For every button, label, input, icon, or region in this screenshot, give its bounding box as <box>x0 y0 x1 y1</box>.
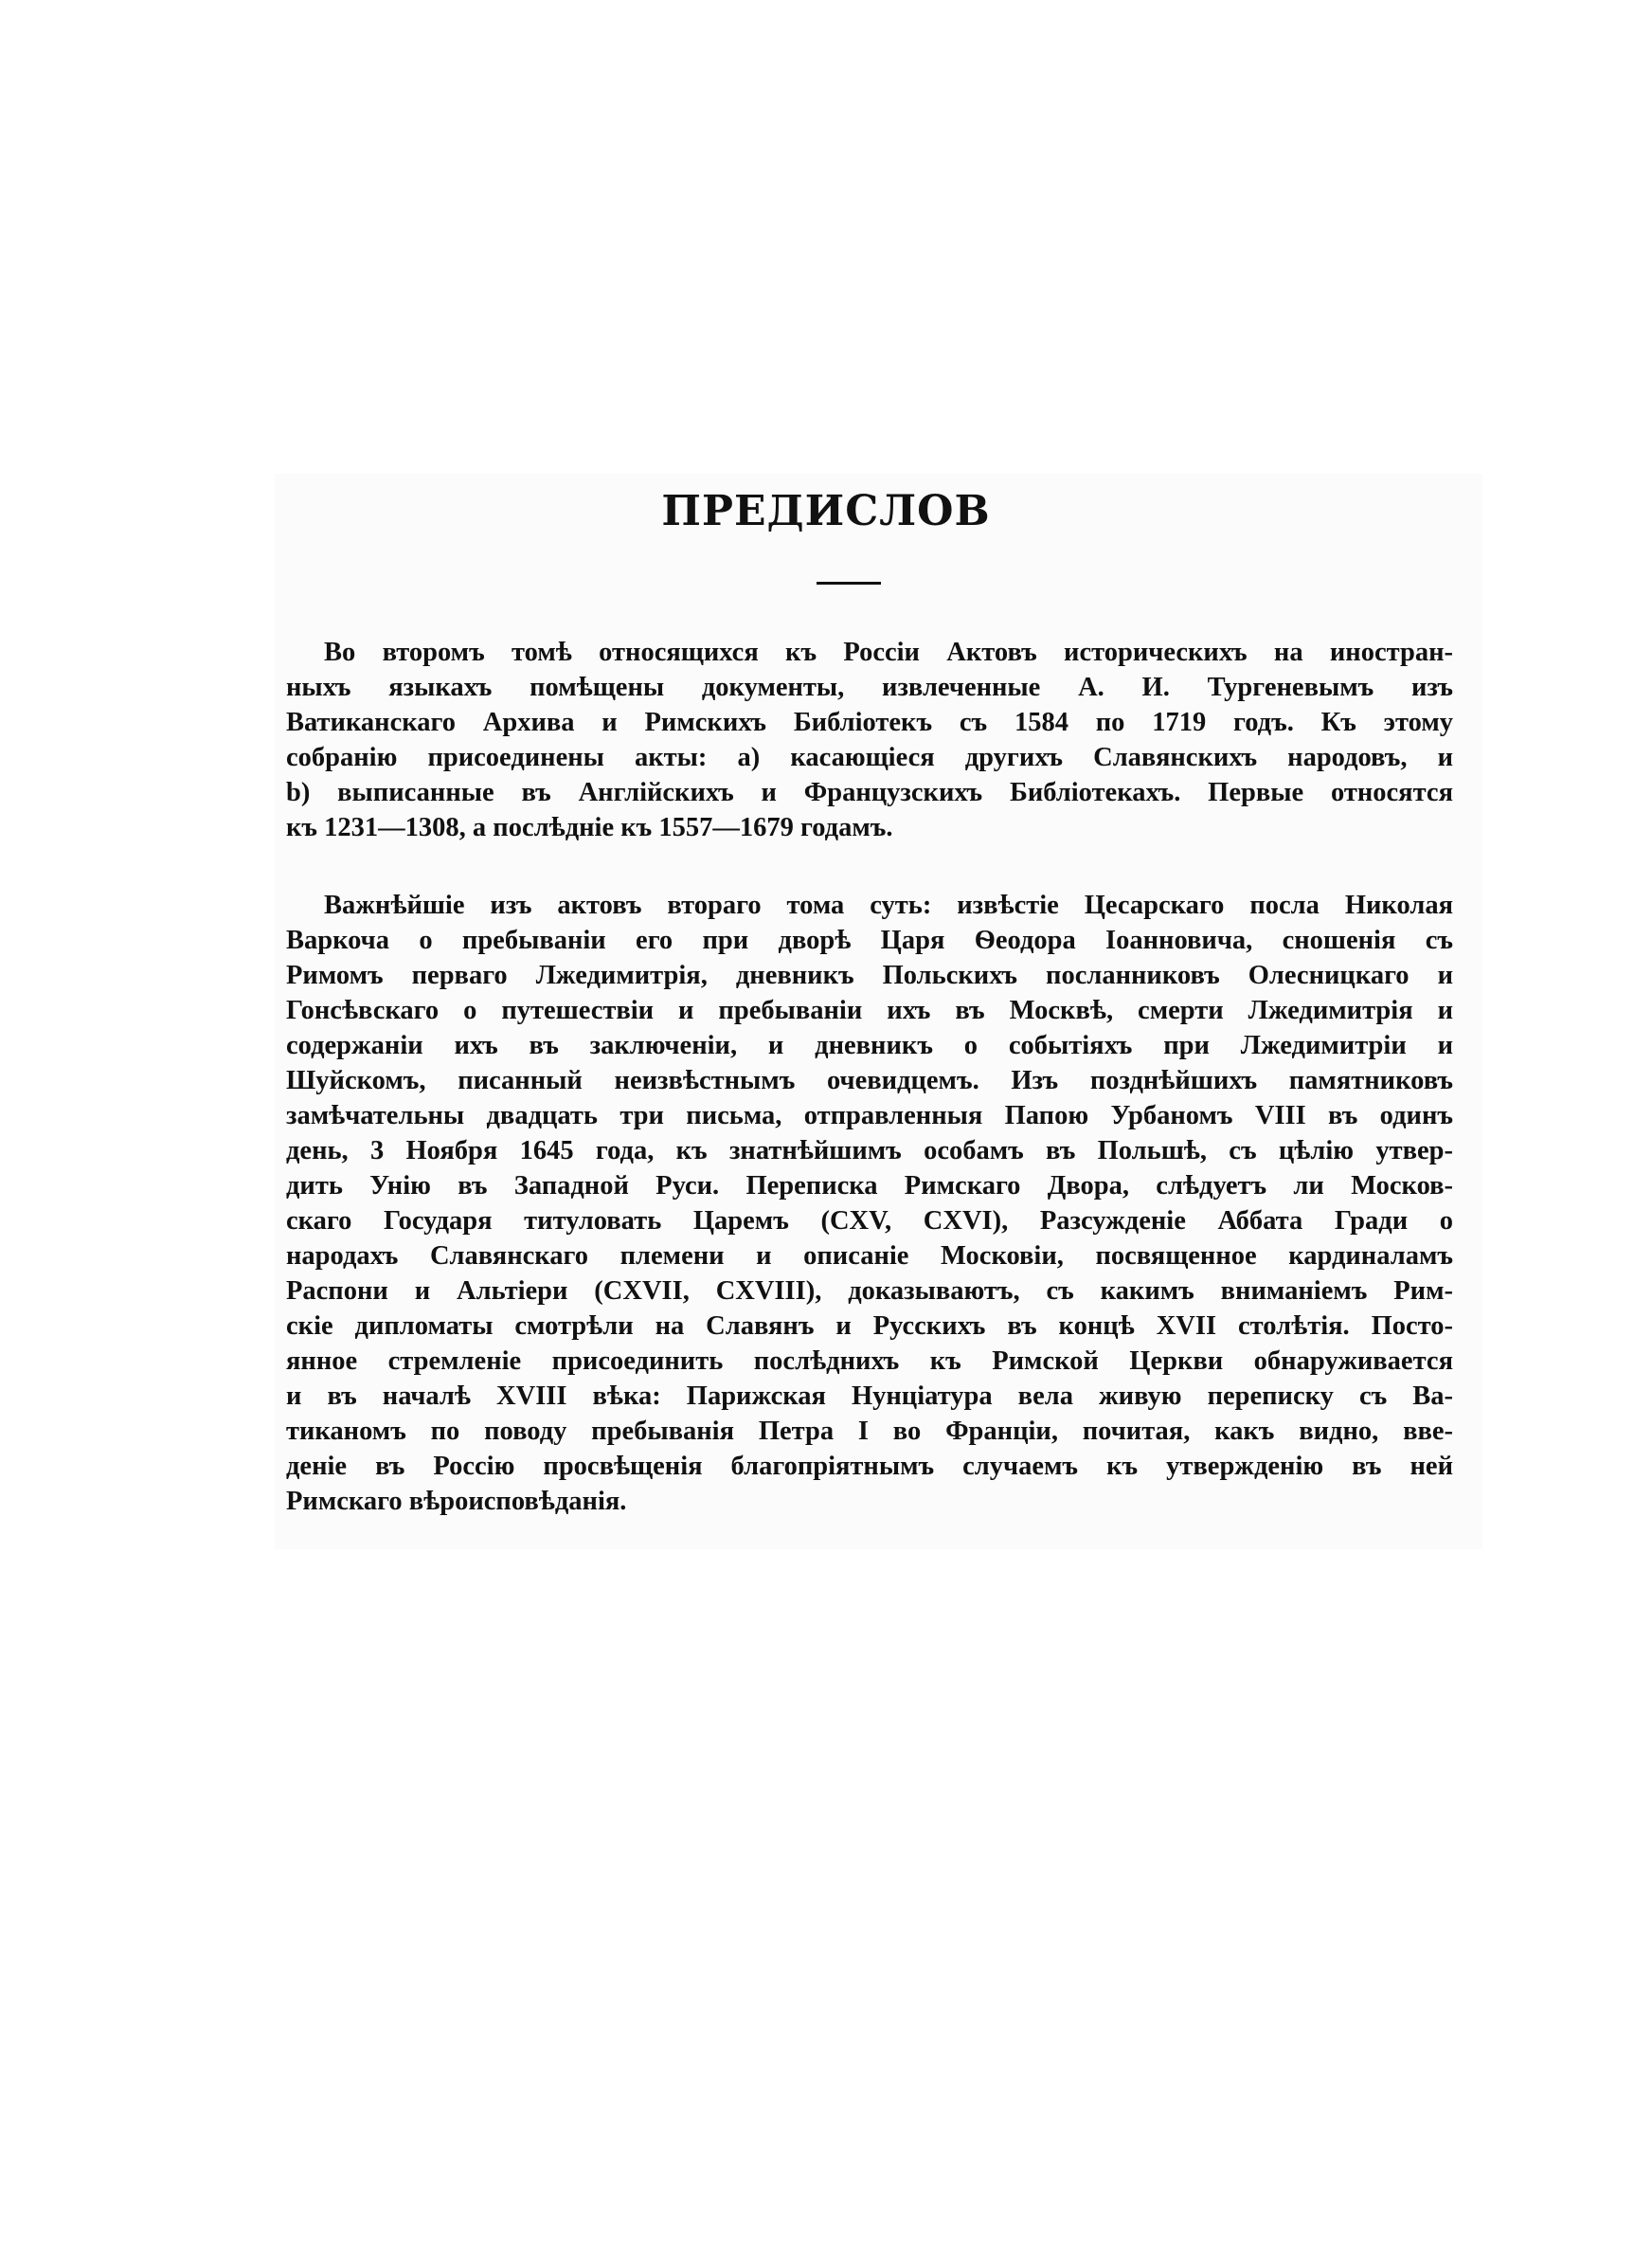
text-line: собранію присоединены акты: a) касающіеся другихъ Славянскихъ народовъ, и <box>286 743 1453 772</box>
text-line: янное стремленіе присоединить послѣднихъ къ Римской Церкви обнаруживается <box>286 1346 1453 1376</box>
text-line: Гонсѣвскаго о путешествіи и пребываніи ихъ въ Москвѣ, смерти Лжедимитрія и <box>286 996 1453 1025</box>
text-line: ныхъ языкахъ помѣщены документы, извлеченные А. И. Тургеневымъ изъ <box>286 673 1453 702</box>
text-line: Распони и Альтіери (CXVII, CXVIII), доказываютъ, съ какимъ вниманіемъ Рим- <box>286 1276 1453 1306</box>
text-line: Римскаго вѣроисповѣданія. <box>286 1487 627 1516</box>
text-line: день, 3 Ноября 1645 года, къ знатнѣйшимъ особамъ въ Польшѣ, съ цѣлію утвер- <box>286 1136 1453 1165</box>
text-line: b) выписанные въ Англійскихъ и Французскихъ Библіотекахъ. Первые относятся <box>286 778 1453 807</box>
text-line: содержаніи ихъ въ заключеніи, и дневникъ о событіяхъ при Лжедимитріи и <box>286 1031 1453 1060</box>
text-line: Варкоча о пребываніи его при дворѣ Царя Ѳеодора Іоанновича, сношенія съ <box>286 926 1453 955</box>
text-line: народахъ Славянскаго племени и описаніе Московіи, посвященное кардиналамъ <box>286 1241 1453 1271</box>
page-title: ПРЕДИСЛОВ <box>661 487 991 535</box>
paragraph-1 <box>286 635 1453 845</box>
text-line: Шуйскомъ, писанный неизвѣстнымъ очевидцемъ. Изъ позднѣйшихъ памятниковъ <box>286 1066 1453 1095</box>
text-line: замѣчательны двадцать три письма, отправленныя Папою Урбаномъ VIII въ одинъ <box>286 1101 1453 1130</box>
text-line: Ватиканскаго Архива и Римскихъ Библіотекъ съ 1584 по 1719 годъ. Къ этому <box>286 708 1453 737</box>
paragraph-2 <box>286 888 1453 1519</box>
text-line: Римомъ перваго Лжедимитрія, дневникъ Польскихъ посланниковъ Олесницкаго и <box>286 961 1453 990</box>
title-rule <box>817 582 881 585</box>
text-line: тиканомъ по поводу пребыванія Петра I во Франціи, почитая, какъ видно, вве- <box>286 1417 1453 1446</box>
text-line: скаго Государя титуловать Царемъ (CXV, CXVI), Разсужденіе Аббата Гради о <box>286 1206 1453 1236</box>
text-line: дить Унію въ Западной Руси. Переписка Римскаго Двора, слѣдуетъ ли Москов- <box>286 1171 1453 1201</box>
text-line: Во второмъ томѣ относящихся къ Россіи Актовъ историческихъ на иностран- <box>324 638 1453 667</box>
text-line: скіе дипломаты смотрѣли на Славянъ и Русскихъ въ концѣ XVII столѣтія. Посто- <box>286 1311 1453 1341</box>
text-line: и въ началѣ XVIII вѣка: Парижская Нунціатура вела живую переписку съ Ва- <box>286 1381 1453 1411</box>
text-line: къ 1231—1308, а послѣдніе къ 1557—1679 годамъ. <box>286 813 893 842</box>
text-line: деніе въ Россію просвѣщенія благопріятнымъ случаемъ къ утвержденію въ ней <box>286 1452 1453 1481</box>
text-line: Важнѣйшіе изъ актовъ втораго тома суть: извѣстіе Цесарскаго посла Николая <box>324 891 1453 920</box>
